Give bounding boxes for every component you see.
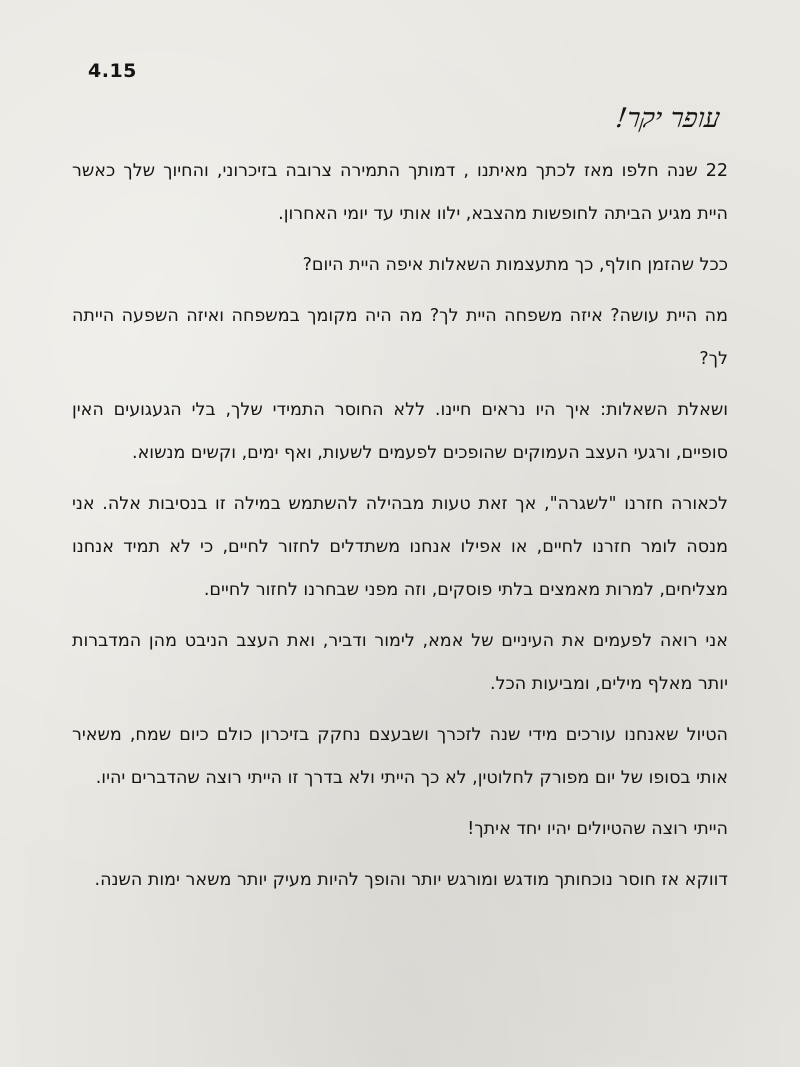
paragraph: לכאורה חזרנו "לשגרה", אך זאת טעות מבהילה להשתמש במילה זו בנסיבות אלה. אני מנסה לומר חזרנו לחיים, או אפילו אנחנו משתדלים לחזור לחיים, כי לא תמיד אנחנו מצליחים, למרות מאמצים בלתי פוסקים, וזה מפני שבחרנו לחזור לחיים. bbox=[72, 494, 728, 600]
paragraph: דווקא אז חוסר נוכחותך מודגש ומורגש יותר והופך להיות מעיק יותר משאר ימות השנה. bbox=[94, 870, 728, 890]
paragraph: ככל שהזמן חולף, כך מתעצמות השאלות איפה היית היום? bbox=[302, 255, 728, 275]
letter-salutation: עופר יקר! bbox=[613, 103, 723, 134]
paragraph: ושאלת השאלות: איך היו נראים חיינו. ללא החוסר התמידי שלך, בלי הגעגועים האין סופיים, ורגעי העצב העמוקים שהופכים לפעמים לשעות, ואף ימים, וקשים מנשוא. bbox=[72, 400, 728, 463]
paragraph: 22 שנה חלפו מאז לכתך מאיתנו , דמותך התמירה צרובה בזיכרוני, והחיוך שלך כאשר היית מגיע הביתה לחופשות מהצבא, ילוו אותי עד יומי האחרון. bbox=[72, 161, 728, 224]
letter-date: 4.15 bbox=[88, 60, 137, 82]
paragraph: אני רואה לפעמים את העיניים של אמא, לימור ודביר, ואת העצב הניבט מהן המדברות יותר מאלף מילים, ומביעות הכל. bbox=[72, 631, 728, 694]
paragraph: מה היית עושה? איזה משפחה היית לך? מה היה מקומך במשפחה ואיזה השפעה הייתה לך? bbox=[72, 306, 728, 369]
letter-body bbox=[72, 150, 728, 910]
paragraph: הייתי רוצה שהטיולים יהיו יחד איתך! bbox=[467, 819, 728, 839]
paragraph: הטיול שאנחנו עורכים מידי שנה לזכרך ושבעצם נחקק בזיכרון כולם כיום שמח, משאיר אותי בסופו של יום מפורק לחלוטין, לא כך הייתי ולא בדרך זו הייתי רוצה שהדברים יהיו. bbox=[72, 725, 728, 788]
